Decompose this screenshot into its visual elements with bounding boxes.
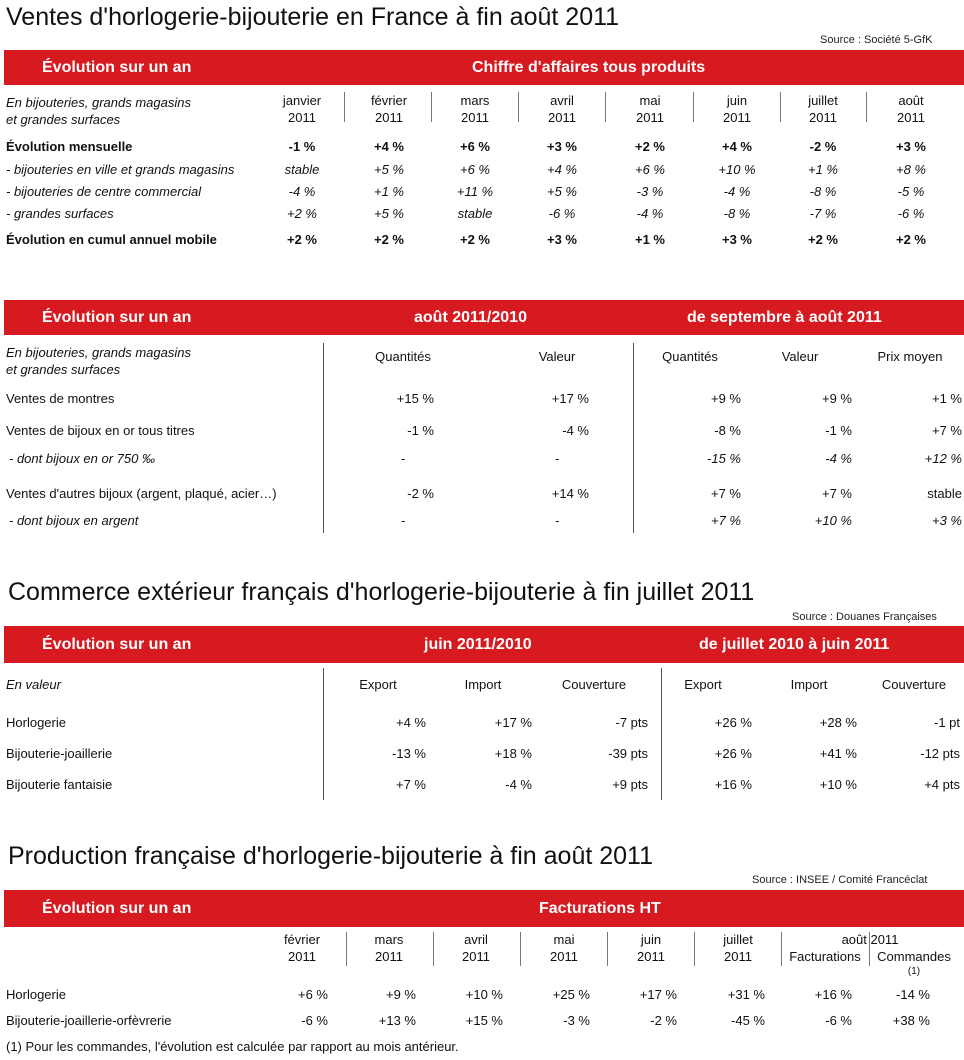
section3-cell: +18 % <box>494 746 532 761</box>
section1-month-divider <box>693 92 694 122</box>
section4-cell: -6 % <box>301 1013 328 1028</box>
section3-row-label: Bijouterie fantaisie <box>6 777 113 792</box>
section3-row-label: Bijouterie-joaillerie <box>6 746 113 761</box>
section2-cell: +9 % <box>822 391 852 406</box>
section1-month-name: mai <box>639 93 661 108</box>
section2-cell: +7 % <box>932 423 962 438</box>
section3-col-header: Export <box>359 677 397 692</box>
section1-cell: +6 % <box>460 139 490 154</box>
section4-month-name: avril <box>464 932 488 947</box>
section1-month-divider <box>780 92 781 122</box>
section1-cell: +2 % <box>896 232 926 247</box>
section2-cell: -4 % <box>562 423 589 438</box>
section3-cell: -1 pt <box>933 715 960 730</box>
section3-col-header: Couverture <box>561 677 627 692</box>
section3-cell: +41 % <box>819 746 857 761</box>
section4-month-name: juin <box>640 932 662 947</box>
section4-month-year: 2011 <box>462 949 490 964</box>
section2-bar-left: Évolution sur un an <box>42 309 192 326</box>
section3-col-header: Import <box>790 677 828 692</box>
section1-cell: +11 % <box>456 184 494 199</box>
section3-cell: +26 % <box>714 746 752 761</box>
section2-divider-left <box>323 343 324 533</box>
section1-cell: stable <box>284 162 320 177</box>
section2-cell: - <box>400 451 406 466</box>
section4-month-divider <box>520 932 521 966</box>
section3-scope: En valeur <box>6 677 61 692</box>
section1-cell: -7 % <box>809 206 837 221</box>
section1-month-year: 2011 <box>548 110 576 125</box>
section4-cell: +25 % <box>552 987 590 1002</box>
section2-cell: stable <box>927 486 962 501</box>
section1-month-divider <box>518 92 519 122</box>
section3-bar-left: Évolution sur un an <box>42 636 192 653</box>
section1-cell: +4 % <box>547 162 577 177</box>
section4-cell: +15 % <box>465 1013 503 1028</box>
section2-row-label: Ventes de bijoux en or tous titres <box>6 423 195 438</box>
section3-bar-right: de juillet 2010 à juin 2011 <box>699 636 890 653</box>
section3-cell: +4 % <box>396 715 426 730</box>
section1-month-name: août <box>898 93 924 108</box>
section1-title: Ventes d'horlogerie-bijouterie en France à fin août 2011 <box>6 3 620 31</box>
section2-row-label: Ventes d'autres bijoux (argent, plaqué, acier…) <box>6 486 277 501</box>
section4-month-name: mai <box>553 932 575 947</box>
section1-bar-right: Chiffre d'affaires tous produits <box>472 59 706 76</box>
section4-cell: +13 % <box>378 1013 416 1028</box>
section3-col-header: Import <box>464 677 502 692</box>
section2-cell: - <box>400 513 406 528</box>
section2-col-header: Valeur <box>538 349 576 364</box>
section4-month-divider <box>694 932 695 966</box>
section1-cell: +1 % <box>374 184 404 199</box>
section4-month-divider <box>433 932 434 966</box>
section1-cell: +2 % <box>287 232 317 247</box>
section4-bar-right: Facturations HT <box>539 900 661 917</box>
section4-cell: +10 % <box>465 987 503 1002</box>
section3-cell: -4 % <box>505 777 532 792</box>
section1-cell: +2 % <box>374 232 404 247</box>
section2-cell: -4 % <box>825 451 852 466</box>
section1-month-year: 2011 <box>897 110 925 125</box>
section4-cell: +38 % <box>892 1013 930 1028</box>
section1-row-label: - grandes surfaces <box>6 206 114 221</box>
section4-month-year: 2011 <box>724 949 752 964</box>
section1-cell: +10 % <box>718 162 756 177</box>
section1-month-name: janvier <box>282 93 322 108</box>
section2-cell: +7 % <box>711 486 741 501</box>
section4-august-header: août 2011 <box>841 932 899 947</box>
section3-cell: +4 pts <box>924 777 960 792</box>
section1-source: Source : Société 5-GfK <box>820 34 933 46</box>
section2-cell: +1 % <box>932 391 962 406</box>
section4-month-divider <box>607 932 608 966</box>
section2-header-bar <box>4 300 964 335</box>
section1-cell: +1 % <box>808 162 838 177</box>
section4-month-name: juillet <box>723 932 753 947</box>
section1-cell: -6 % <box>548 206 576 221</box>
section4-month-divider <box>346 932 347 966</box>
section4-footnote: (1) Pour les commandes, l'évolution est calculée par rapport au mois antérieur. <box>6 1039 459 1054</box>
section1-cell: -4 % <box>636 206 664 221</box>
section1-row-label: Évolution en cumul annuel mobile <box>6 232 217 247</box>
section1-row-label: - bijouteries de centre commercial <box>6 184 202 199</box>
section1-scope-line2: et grandes surfaces <box>6 112 121 127</box>
section3-header-bar <box>4 626 964 663</box>
section1-cell: -8 % <box>723 206 751 221</box>
section2-cell: +10 % <box>814 513 852 528</box>
section1-cell: -1 % <box>288 139 316 154</box>
section1-cell: +6 % <box>460 162 490 177</box>
section1-cell: -3 % <box>636 184 664 199</box>
section2-bar-right: de septembre à août 2011 <box>687 309 882 326</box>
section3-cell: +9 pts <box>612 777 648 792</box>
section1-month-year: 2011 <box>636 110 664 125</box>
section4-cell: -3 % <box>563 1013 590 1028</box>
section4-cell: -45 % <box>731 1013 765 1028</box>
section4-month-year: 2011 <box>637 949 665 964</box>
section1-cell: +3 % <box>547 232 577 247</box>
section1-month-year: 2011 <box>375 110 403 125</box>
section1-cell: -5 % <box>897 184 925 199</box>
section2-cell: -1 % <box>407 423 434 438</box>
section1-cell: +3 % <box>547 139 577 154</box>
section2-cell: +9 % <box>711 391 741 406</box>
section2-row-label: Ventes de montres <box>6 391 115 406</box>
section4-cell: -14 % <box>896 987 930 1002</box>
section1-cell: +5 % <box>374 162 404 177</box>
section1-cell: stable <box>457 206 493 221</box>
section1-cell: +4 % <box>374 139 404 154</box>
section4-month-year: 2011 <box>550 949 578 964</box>
section1-month-name: juillet <box>808 93 838 108</box>
section1-month-year: 2011 <box>809 110 837 125</box>
section3-col-header: Couverture <box>881 677 947 692</box>
section4-row-label: Bijouterie-joaillerie-orfèvrerie <box>6 1013 172 1028</box>
section4-cell: +17 % <box>639 987 677 1002</box>
section3-divider-left <box>323 668 324 800</box>
section2-cell: +17 % <box>551 391 589 406</box>
section4-month-name: février <box>283 932 321 947</box>
section3-cell: -12 pts <box>920 746 960 761</box>
section1-cell: -4 % <box>723 184 751 199</box>
section1-row-label: Évolution mensuelle <box>6 139 133 154</box>
section1-month-name: avril <box>550 93 574 108</box>
section1-cell: -6 % <box>897 206 925 221</box>
section1-header-bar <box>4 50 964 85</box>
section4-month-name: mars <box>374 932 404 947</box>
section4-cell: +31 % <box>727 987 765 1002</box>
section3-title: Commerce extérieur français d'horlogerie-bijouterie à fin juillet 2011 <box>8 578 755 606</box>
section2-cell: +12 % <box>924 451 962 466</box>
section1-month-year: 2011 <box>288 110 316 125</box>
section1-cell: +5 % <box>547 184 577 199</box>
section1-month-divider <box>605 92 606 122</box>
section4-cell: -6 % <box>825 1013 852 1028</box>
section2-divider-mid <box>633 343 634 533</box>
section3-cell: +10 % <box>819 777 857 792</box>
section1-cell: +6 % <box>635 162 665 177</box>
section1-cell: -8 % <box>809 184 837 199</box>
section2-scope-line2: et grandes surfaces <box>6 362 121 377</box>
section2-cell: -1 % <box>825 423 852 438</box>
section2-cell: -8 % <box>714 423 741 438</box>
section4-bar-left: Évolution sur un an <box>42 900 192 917</box>
section1-cell: -2 % <box>809 139 837 154</box>
section2-cell: +3 % <box>932 513 962 528</box>
section1-cell: +3 % <box>722 232 752 247</box>
section4-source: Source : INSEE / Comité Francéclat <box>752 874 928 886</box>
section1-month-year: 2011 <box>461 110 489 125</box>
section1-cell: +1 % <box>635 232 665 247</box>
section4-cell: +9 % <box>386 987 416 1002</box>
section2-scope <box>6 344 191 378</box>
section4-title: Production française d'horlogerie-bijouterie à fin août 2011 <box>8 842 653 870</box>
section1-cell: -4 % <box>288 184 316 199</box>
section4-cell: +16 % <box>814 987 852 1002</box>
section1-month-divider <box>431 92 432 122</box>
section1-cell: +3 % <box>896 139 926 154</box>
section3-bar-mid: juin 2011/2010 <box>424 636 532 653</box>
section2-cell: - <box>554 513 560 528</box>
section2-col-header: Quantités <box>375 349 431 364</box>
section4-footnote-mark: (1) <box>907 966 921 977</box>
section1-scope-line1: En bijouteries, grands magasins <box>6 95 191 110</box>
section1-cell: +2 % <box>287 206 317 221</box>
section1-cell: +5 % <box>374 206 404 221</box>
section3-cell: +28 % <box>819 715 857 730</box>
section3-cell: -13 % <box>392 746 426 761</box>
section3-col-header: Export <box>684 677 722 692</box>
section4-august-facturations: Facturations <box>789 949 861 964</box>
section3-row-label: Horlogerie <box>6 715 66 730</box>
section4-month-year: 2011 <box>288 949 316 964</box>
section4-august-commandes: Commandes <box>877 949 951 964</box>
section2-row-label: - dont bijoux en or 750 ‰ <box>9 451 155 466</box>
section1-month-year: 2011 <box>723 110 751 125</box>
section4-header-bar <box>4 890 964 927</box>
section3-cell: -7 pts <box>615 715 648 730</box>
section1-month-name: mars <box>460 93 490 108</box>
section3-cell: +26 % <box>714 715 752 730</box>
section1-month-name: février <box>370 93 408 108</box>
section4-month-year: 2011 <box>375 949 403 964</box>
section1-cell: +2 % <box>460 232 490 247</box>
section1-cell: +2 % <box>808 232 838 247</box>
section4-cell: +6 % <box>298 987 328 1002</box>
section1-cell: +8 % <box>896 162 926 177</box>
section1-month-name: juin <box>726 93 748 108</box>
section2-scope-line1: En bijouteries, grands magasins <box>6 345 191 360</box>
section2-col-header: Quantités <box>662 349 718 364</box>
section2-bar-mid: août 2011/2010 <box>414 309 527 326</box>
section2-col-header: Valeur <box>781 349 819 364</box>
section3-source: Source : Douanes Françaises <box>792 611 937 623</box>
section1-cell: +4 % <box>722 139 752 154</box>
section1-scope <box>6 94 191 128</box>
section3-cell: +17 % <box>494 715 532 730</box>
section4-cell: -2 % <box>650 1013 677 1028</box>
section2-cell: - <box>554 451 560 466</box>
section2-cell: +14 % <box>551 486 589 501</box>
section3-cell: +7 % <box>396 777 426 792</box>
section2-row-label: - dont bijoux en argent <box>9 513 139 528</box>
section1-month-divider <box>866 92 867 122</box>
section1-month-divider <box>344 92 345 122</box>
section3-cell: -39 pts <box>608 746 648 761</box>
section2-col-header: Prix moyen <box>877 349 943 364</box>
section2-cell: -15 % <box>707 451 741 466</box>
section4-row-label: Horlogerie <box>6 987 66 1002</box>
section2-cell: -2 % <box>407 486 434 501</box>
section2-cell: +7 % <box>711 513 741 528</box>
section1-cell: +2 % <box>635 139 665 154</box>
section2-cell: +15 % <box>396 391 434 406</box>
section1-row-label: - bijouteries en ville et grands magasins <box>6 162 235 177</box>
section2-cell: +7 % <box>822 486 852 501</box>
section1-bar-left: Évolution sur un an <box>42 59 192 76</box>
section3-cell: +16 % <box>714 777 752 792</box>
